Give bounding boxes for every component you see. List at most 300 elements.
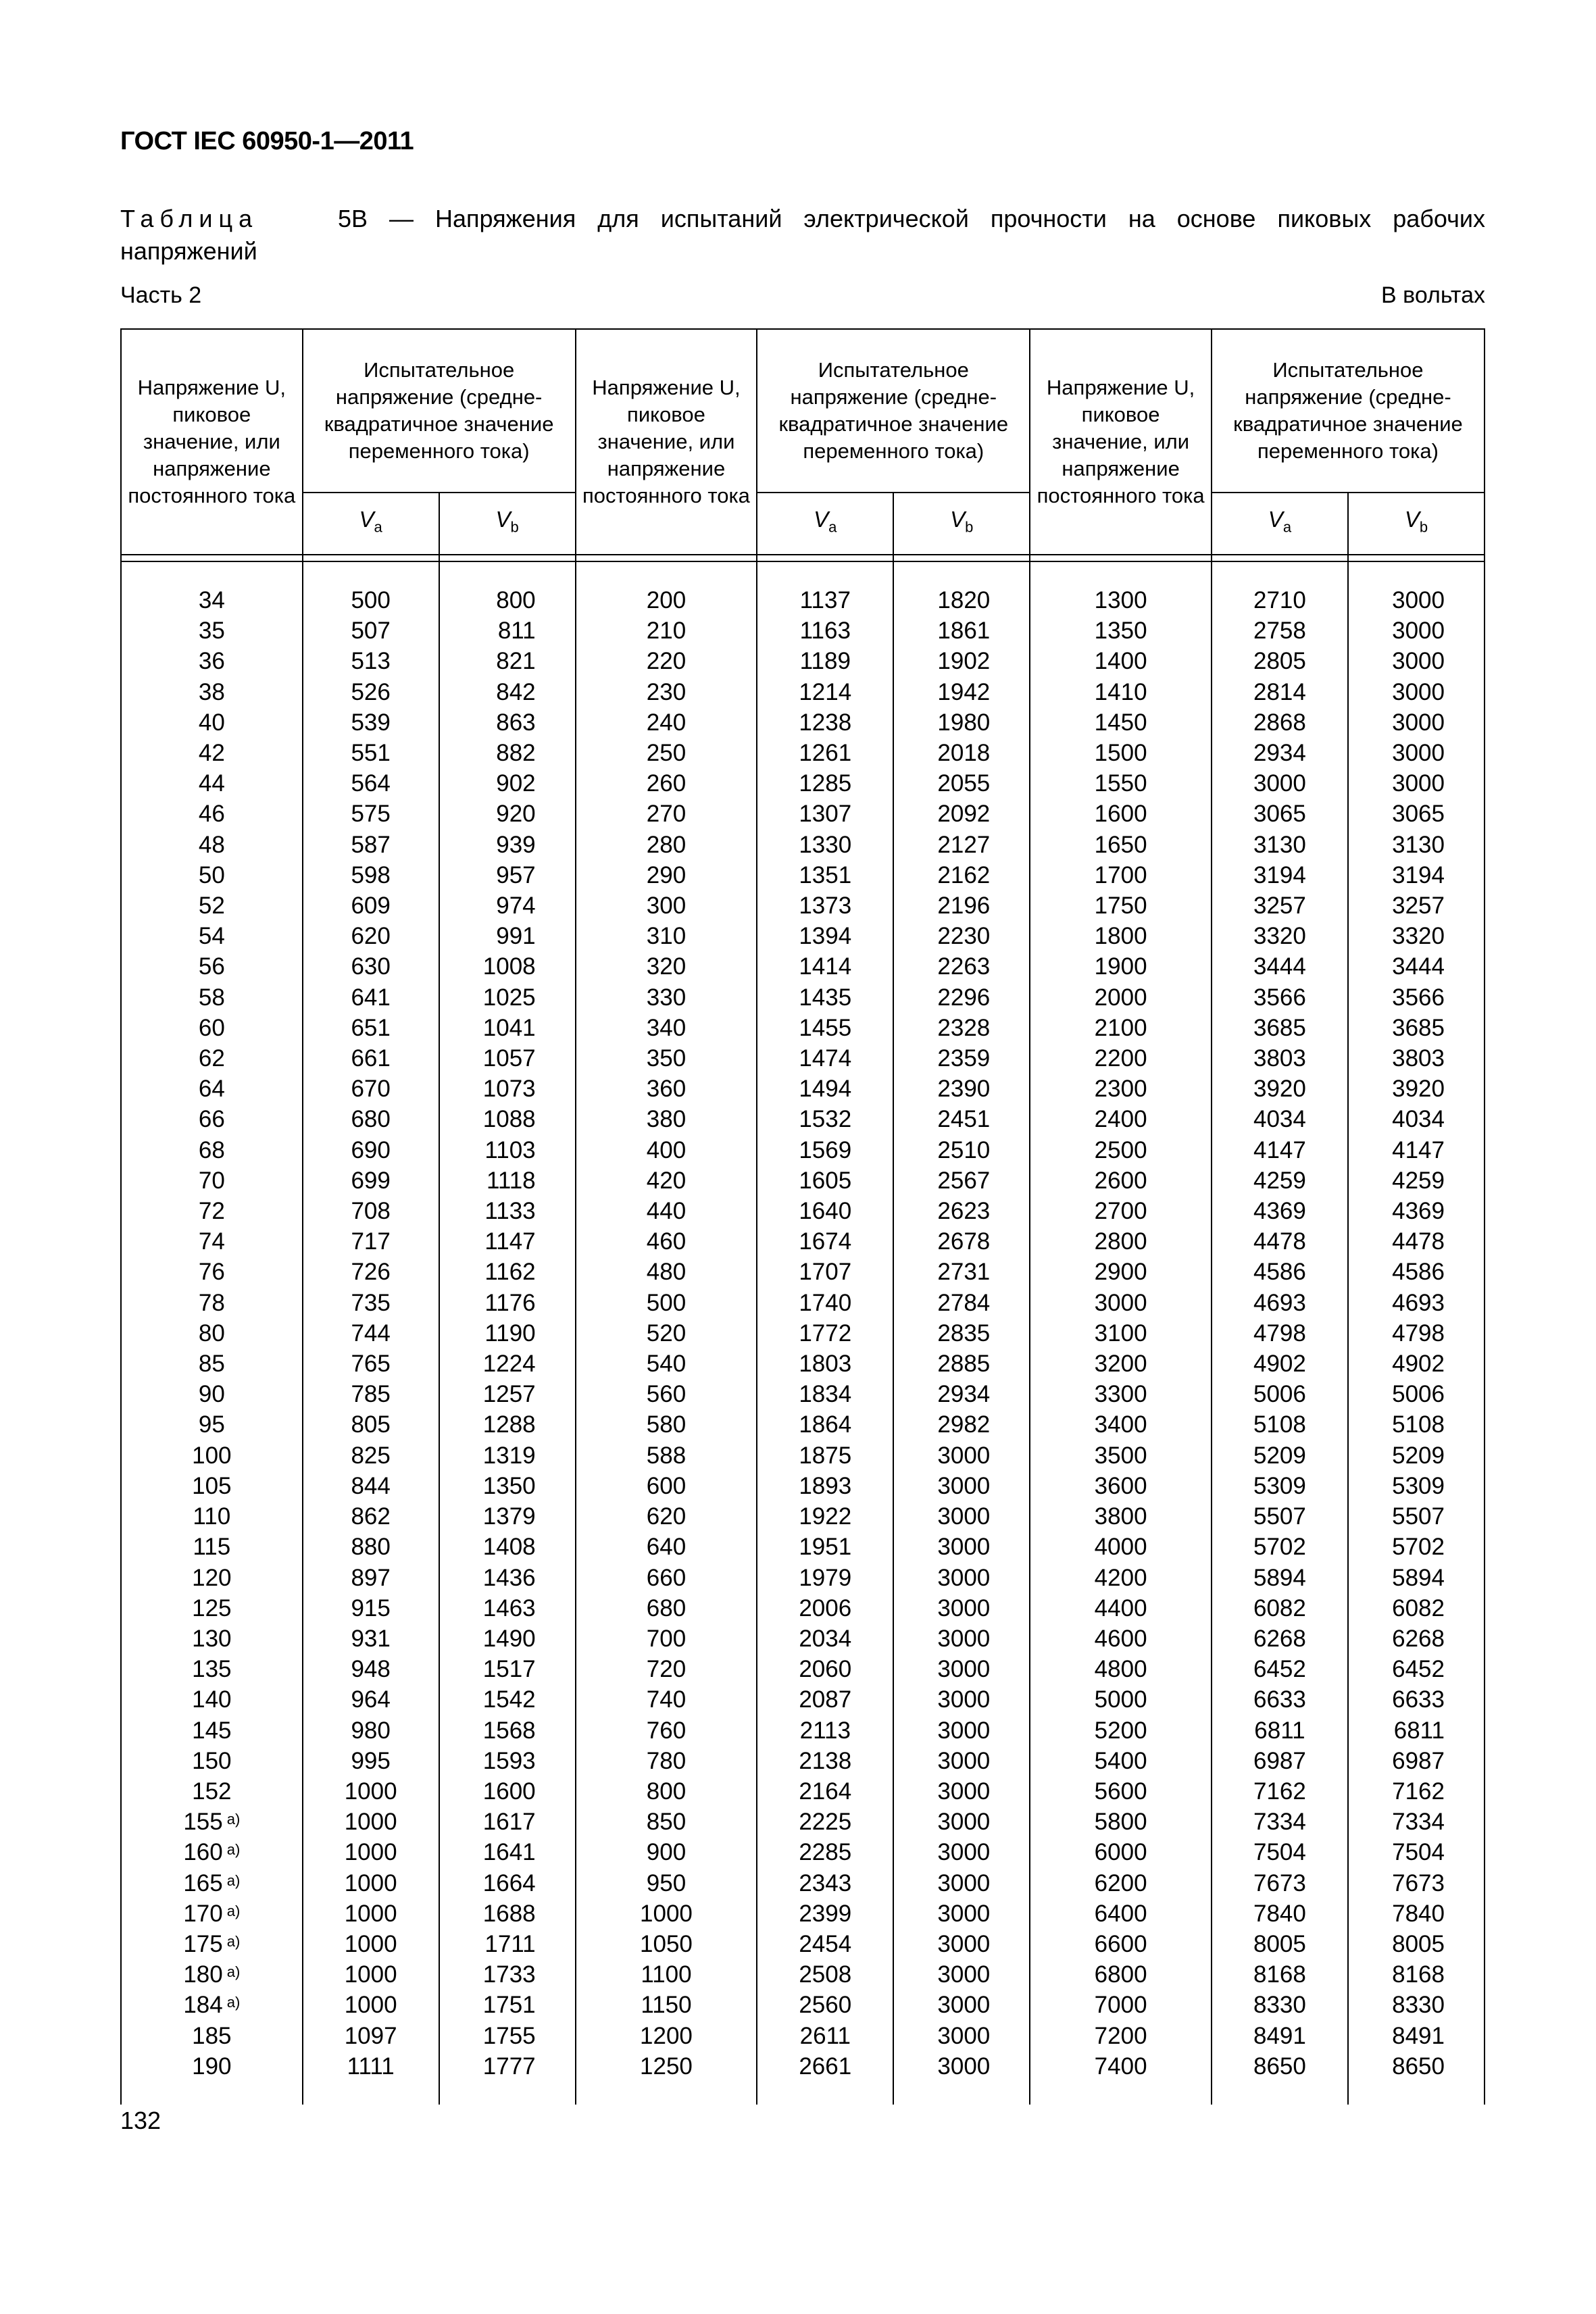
table-cell: 1025 xyxy=(439,982,576,1013)
table-cell: 6268 xyxy=(1212,1624,1348,1654)
table-cell: 2700 xyxy=(1030,1196,1212,1226)
table-cell: 2100 xyxy=(1030,1013,1212,1043)
table-cell: 220 xyxy=(576,646,757,676)
table-cell: 1414 xyxy=(757,951,893,982)
table-cell: 1650 xyxy=(1030,830,1212,860)
table-cell: 6000 xyxy=(1030,1837,1212,1867)
table-cell: 1542 xyxy=(439,1684,576,1715)
table-cell: 2092 xyxy=(893,799,1030,829)
table-cell: 3444 xyxy=(1348,951,1485,982)
table-cell: 320 xyxy=(576,951,757,982)
table-cell: 2731 xyxy=(893,1257,1030,1287)
table-cell: 1688 xyxy=(439,1898,576,1929)
table-cell: 190 xyxy=(121,2051,303,2082)
table-cell: 551 xyxy=(303,738,439,768)
table-cell: 5108 xyxy=(1212,1409,1348,1440)
table-cell: 200 xyxy=(576,585,757,615)
table-cell: 68 xyxy=(121,1135,303,1165)
table-cell: 350 xyxy=(576,1043,757,1074)
table-cell: 4693 xyxy=(1212,1288,1348,1318)
table-cell: 6811 xyxy=(1348,1715,1485,1746)
col-header-test-voltage-2: Испытательное напряжение (средне-квадратичное значение переменного тока) xyxy=(757,329,1030,493)
table-cell: 5209 xyxy=(1212,1440,1348,1471)
table-cell: 4586 xyxy=(1212,1257,1348,1287)
table-cell: 2508 xyxy=(757,1959,893,1990)
table-cell: 115 xyxy=(121,1532,303,1562)
table-cell: 2934 xyxy=(1212,738,1348,768)
table-cell: 3566 xyxy=(1348,982,1485,1013)
footnote-marker: a) xyxy=(226,1871,241,1889)
table-cell: 660 xyxy=(576,1563,757,1593)
table-cell: 825 xyxy=(303,1440,439,1471)
table-cell: 2678 xyxy=(893,1226,1030,1257)
table-cell: 1569 xyxy=(757,1135,893,1165)
table-row xyxy=(121,1013,1485,1043)
table-cell: 1163 xyxy=(757,615,893,646)
table-row xyxy=(121,677,1485,707)
table-cell: 1875 xyxy=(757,1440,893,1471)
table-cell: 717 xyxy=(303,1226,439,1257)
table-cell: 3320 xyxy=(1212,921,1348,951)
table-cell: 3000 xyxy=(893,1440,1030,1471)
table-cell: 3920 xyxy=(1348,1074,1485,1104)
table-cell: 78 xyxy=(121,1288,303,1318)
table-cell: 3000 xyxy=(1212,768,1348,799)
table-cell: 2758 xyxy=(1212,615,1348,646)
table-cell: 7334 xyxy=(1348,1807,1485,1837)
table-cell: 1640 xyxy=(757,1196,893,1226)
table-cell: 7162 xyxy=(1212,1776,1348,1807)
col-header-va-1: $V_a$ xyxy=(303,493,439,555)
table-cell: 3000 xyxy=(893,1654,1030,1684)
table-cell: 3000 xyxy=(1348,768,1485,799)
table-cell: 3065 xyxy=(1348,799,1485,829)
table-cell: 260 xyxy=(576,768,757,799)
table-row xyxy=(121,921,1485,951)
table-row xyxy=(121,1043,1485,1074)
table-cell: 270 xyxy=(576,799,757,829)
table-cell: 1410 xyxy=(1030,677,1212,707)
table-row xyxy=(121,799,1485,829)
table-cell: 3000 xyxy=(1348,707,1485,738)
table-cell: 3444 xyxy=(1212,951,1348,982)
table-cell: 340 xyxy=(576,1013,757,1043)
table-cell: 380 xyxy=(576,1104,757,1134)
table-row xyxy=(121,1776,1485,1807)
table-cell: 3566 xyxy=(1212,982,1348,1013)
table-cell: 1330 xyxy=(757,830,893,860)
table-cell: 4400 xyxy=(1030,1593,1212,1624)
table-cell: 6800 xyxy=(1030,1959,1212,1990)
table-cell: 842 xyxy=(439,677,576,707)
table-row xyxy=(121,1440,1485,1471)
table-cell: 1000 xyxy=(303,1990,439,2020)
table-cell: 811 xyxy=(439,615,576,646)
table-cell: 360 xyxy=(576,1074,757,1104)
table-cell: 1755 xyxy=(439,2021,576,2051)
table-cell: 1200 xyxy=(576,2021,757,2051)
table-row xyxy=(121,1715,1485,1746)
table-cell: 1162 xyxy=(439,1257,576,1287)
table-row xyxy=(121,1746,1485,1776)
table-row xyxy=(121,1654,1485,1684)
col-header-va-2: $V_a$ xyxy=(757,493,893,555)
table-cell: 1600 xyxy=(1030,799,1212,829)
table-cell: 4000 xyxy=(1030,1532,1212,1562)
table-cell: 2113 xyxy=(757,1715,893,1746)
table-cell: 2060 xyxy=(757,1654,893,1684)
table-cell: 640 xyxy=(576,1532,757,1562)
table-cell: 2400 xyxy=(1030,1104,1212,1134)
table-cell: 42 xyxy=(121,738,303,768)
table-cell: 500 xyxy=(303,585,439,615)
table-cell: 6452 xyxy=(1212,1654,1348,1684)
table-cell: 651 xyxy=(303,1013,439,1043)
table-row xyxy=(121,860,1485,890)
table-cell: 882 xyxy=(439,738,576,768)
table-cell: 1902 xyxy=(893,646,1030,676)
table-cell: 1176 xyxy=(439,1288,576,1318)
table-cell: 520 xyxy=(576,1318,757,1349)
table-cell: 165 $^{a)}$ xyxy=(121,1868,303,1898)
table-cell: 2285 xyxy=(757,1837,893,1867)
table-cell: 1942 xyxy=(893,677,1030,707)
table-cell: 280 xyxy=(576,830,757,860)
table-cell: 48 xyxy=(121,830,303,860)
table-row xyxy=(121,1135,1485,1165)
table-caption xyxy=(120,203,1485,268)
table-cell: 1008 xyxy=(439,951,576,982)
table-cell: 7840 xyxy=(1212,1898,1348,1929)
table-cell: 680 xyxy=(576,1593,757,1624)
table-cell: 980 xyxy=(303,1715,439,1746)
table-cell: 135 xyxy=(121,1654,303,1684)
table-cell: 588 xyxy=(576,1440,757,1471)
table-cell: 3000 xyxy=(1348,585,1485,615)
table-cell: 1350 xyxy=(439,1471,576,1501)
table-cell: 1408 xyxy=(439,1532,576,1562)
table-cell: 1057 xyxy=(439,1043,576,1074)
table-cell: 540 xyxy=(576,1349,757,1379)
table-cell: 1600 xyxy=(439,1776,576,1807)
table-row xyxy=(121,1257,1485,1287)
table-cell: 500 xyxy=(576,1288,757,1318)
table-cell: 1436 xyxy=(439,1563,576,1593)
table-cell: 1097 xyxy=(303,2021,439,2051)
table-cell: 300 xyxy=(576,890,757,921)
table-cell: 1373 xyxy=(757,890,893,921)
table-cell: 2230 xyxy=(893,921,1030,951)
document-header: ГОСТ IEC 60950-1—2011 xyxy=(120,127,414,155)
table-row xyxy=(121,1379,1485,1409)
table-cell: 1000 xyxy=(303,1807,439,1837)
table-cell: 3000 xyxy=(1348,738,1485,768)
table-cell: 6811 xyxy=(1212,1715,1348,1746)
table-cell: 3000 xyxy=(893,1807,1030,1837)
table-cell: 420 xyxy=(576,1165,757,1196)
table-cell: 1605 xyxy=(757,1165,893,1196)
table-cell: 95 xyxy=(121,1409,303,1440)
table-cell: 40 xyxy=(121,707,303,738)
table-cell: 630 xyxy=(303,951,439,982)
table-cell: 4586 xyxy=(1348,1257,1485,1287)
table-row xyxy=(121,1349,1485,1379)
table-cell: 740 xyxy=(576,1684,757,1715)
table-cell: 4369 xyxy=(1348,1196,1485,1226)
table-cell: 120 xyxy=(121,1563,303,1593)
table-cell: 920 xyxy=(439,799,576,829)
table-cell: 1463 xyxy=(439,1593,576,1624)
table-cell: 3685 xyxy=(1348,1013,1485,1043)
table-cell: 900 xyxy=(576,1837,757,1867)
table-cell: 5006 xyxy=(1212,1379,1348,1409)
table-cell: 6600 xyxy=(1030,1929,1212,1959)
table-row xyxy=(121,1959,1485,1990)
table-cell: 6082 xyxy=(1212,1593,1348,1624)
table-cell: 4200 xyxy=(1030,1563,1212,1593)
table-cell: 4798 xyxy=(1212,1318,1348,1349)
table-cell: 598 xyxy=(303,860,439,890)
table-cell: 1137 xyxy=(757,585,893,615)
table-cell: 575 xyxy=(303,799,439,829)
table-cell: 1000 xyxy=(303,1837,439,1867)
table-cell: 862 xyxy=(303,1501,439,1532)
table-cell: 1133 xyxy=(439,1196,576,1226)
table-cell: 2328 xyxy=(893,1013,1030,1043)
table-cell: 5702 xyxy=(1212,1532,1348,1562)
table-cell: 175 $^{a)}$ xyxy=(121,1929,303,1959)
table-cell: 6082 xyxy=(1348,1593,1485,1624)
table-cell: 600 xyxy=(576,1471,757,1501)
table-cell: 4034 xyxy=(1212,1104,1348,1134)
table-cell: 2784 xyxy=(893,1288,1030,1318)
table-cell: 2661 xyxy=(757,2051,893,2082)
table-row xyxy=(121,2021,1485,2051)
table-cell: 726 xyxy=(303,1257,439,1287)
table-cell: 744 xyxy=(303,1318,439,1349)
table-row xyxy=(121,1226,1485,1257)
table-cell: 2300 xyxy=(1030,1074,1212,1104)
table-cell: 1568 xyxy=(439,1715,576,1746)
col-header-vb-1: $V_b$ xyxy=(439,493,576,555)
table-cell: 1238 xyxy=(757,707,893,738)
table-cell: 2390 xyxy=(893,1074,1030,1104)
table-row xyxy=(121,1501,1485,1532)
table-cell: 948 xyxy=(303,1654,439,1684)
table-cell: 2343 xyxy=(757,1868,893,1898)
table-cell: 1772 xyxy=(757,1318,893,1349)
table-cell: 3000 xyxy=(893,2051,1030,2082)
table-cell: 6633 xyxy=(1212,1684,1348,1715)
table-row xyxy=(121,1807,1485,1837)
table-cell: 1979 xyxy=(757,1563,893,1593)
table-cell: 2835 xyxy=(893,1318,1030,1349)
table-cell: 3000 xyxy=(893,1746,1030,1776)
table-cell: 1350 xyxy=(1030,615,1212,646)
table-cell: 3000 xyxy=(893,1501,1030,1532)
table-cell: 4147 xyxy=(1348,1135,1485,1165)
col-header-test-voltage-3: Испытательное напряжение (средне-квадратичное значение переменного тока) xyxy=(1212,329,1485,493)
table-cell: 4800 xyxy=(1030,1654,1212,1684)
table-cell: 3320 xyxy=(1348,921,1485,951)
table-cell: 1250 xyxy=(576,2051,757,2082)
table-cell: 1111 xyxy=(303,2051,439,2082)
table-cell: 90 xyxy=(121,1379,303,1409)
col-header-voltage-3: Напряжение U, пиковое значение, или напряжение постоянного тока xyxy=(1030,329,1212,555)
table-cell: 2200 xyxy=(1030,1043,1212,1074)
table-row xyxy=(121,1898,1485,1929)
table-cell: 6452 xyxy=(1348,1654,1485,1684)
table-cell: 125 xyxy=(121,1593,303,1624)
table-cell: 1864 xyxy=(757,1409,893,1440)
table-cell: 3130 xyxy=(1348,830,1485,860)
table-cell: 3000 xyxy=(893,1898,1030,1929)
table-cell: 3257 xyxy=(1212,890,1348,921)
table-cell: 1922 xyxy=(757,1501,893,1532)
table-cell: 3000 xyxy=(1348,677,1485,707)
table-cell: 1319 xyxy=(439,1440,576,1471)
table-cell: 105 xyxy=(121,1471,303,1501)
table-cell: 3100 xyxy=(1030,1318,1212,1349)
table-cell: 1664 xyxy=(439,1868,576,1898)
table-cell: 641 xyxy=(303,982,439,1013)
table-cell: 3000 xyxy=(893,1776,1030,1807)
table-cell: 85 xyxy=(121,1349,303,1379)
table-row xyxy=(121,646,1485,676)
table-cell: 1532 xyxy=(757,1104,893,1134)
table-row xyxy=(121,2051,1485,2082)
table-cell: 70 xyxy=(121,1165,303,1196)
footnote-marker: a) xyxy=(226,1841,241,1859)
table-cell: 620 xyxy=(576,1501,757,1532)
table-cell: 2359 xyxy=(893,1043,1030,1074)
table-cell: 1951 xyxy=(757,1532,893,1562)
table-row xyxy=(121,1471,1485,1501)
table-cell: 2018 xyxy=(893,738,1030,768)
table-cell: 62 xyxy=(121,1043,303,1074)
table-cell: 3600 xyxy=(1030,1471,1212,1501)
table-cell: 2451 xyxy=(893,1104,1030,1134)
table-cell: 60 xyxy=(121,1013,303,1043)
table-cell: 2399 xyxy=(757,1898,893,1929)
table-cell: 4478 xyxy=(1212,1226,1348,1257)
table-cell: 1073 xyxy=(439,1074,576,1104)
table-cell: 5006 xyxy=(1348,1379,1485,1409)
footnote-marker: a) xyxy=(226,1963,241,1981)
table-cell: 2164 xyxy=(757,1776,893,1807)
footnote-marker: a) xyxy=(226,1902,241,1919)
table-row xyxy=(121,1868,1485,1898)
footnote-marker: a) xyxy=(226,1932,241,1950)
table-cell: 152 xyxy=(121,1776,303,1807)
table-cell: 1490 xyxy=(439,1624,576,1654)
part-row xyxy=(120,282,1485,309)
table-row xyxy=(121,1532,1485,1562)
table-cell: 1707 xyxy=(757,1257,893,1287)
table-cell: 6987 xyxy=(1212,1746,1348,1776)
table-row xyxy=(121,768,1485,799)
table-cell: 2454 xyxy=(757,1929,893,1959)
units-label: В вольтах xyxy=(1381,282,1485,308)
table-cell: 4478 xyxy=(1348,1226,1485,1257)
table-cell: 1147 xyxy=(439,1226,576,1257)
table-row xyxy=(121,951,1485,982)
table-row xyxy=(121,890,1485,921)
table-cell: 957 xyxy=(439,860,576,890)
table-cell: 690 xyxy=(303,1135,439,1165)
table-row xyxy=(121,830,1485,860)
table-cell: 2162 xyxy=(893,860,1030,890)
table-cell: 50 xyxy=(121,860,303,890)
table-cell: 1751 xyxy=(439,1990,576,2020)
col-header-voltage-1: Напряжение U, пиковое значение, или напряжение постоянного тока xyxy=(121,329,303,555)
table-cell: 2087 xyxy=(757,1684,893,1715)
table-cell: 699 xyxy=(303,1165,439,1196)
table-cell: 680 xyxy=(303,1104,439,1134)
table-cell: 7504 xyxy=(1212,1837,1348,1867)
table-cell: 915 xyxy=(303,1593,439,1624)
table-cell: 1777 xyxy=(439,2051,576,2082)
table-cell: 974 xyxy=(439,890,576,921)
table-cell: 4259 xyxy=(1348,1165,1485,1196)
table-cell: 46 xyxy=(121,799,303,829)
col-header-voltage-2: Напряжение U, пиковое значение, или напряжение постоянного тока xyxy=(576,329,757,555)
table-row xyxy=(121,1409,1485,1440)
table-cell: 3257 xyxy=(1348,890,1485,921)
table-cell: 6400 xyxy=(1030,1898,1212,1929)
table-cell: 2034 xyxy=(757,1624,893,1654)
table-cell: 1517 xyxy=(439,1654,576,1684)
table-cell: 1224 xyxy=(439,1349,576,1379)
table-cell: 2510 xyxy=(893,1135,1030,1165)
table-cell: 2934 xyxy=(893,1379,1030,1409)
table-cell: 4902 xyxy=(1212,1349,1348,1379)
table-cell: 5507 xyxy=(1348,1501,1485,1532)
table-cell: 2000 xyxy=(1030,982,1212,1013)
table-cell: 3803 xyxy=(1348,1043,1485,1074)
table-cell: 1800 xyxy=(1030,921,1212,951)
table-row xyxy=(121,738,1485,768)
table-cell: 1593 xyxy=(439,1746,576,1776)
table-cell: 2710 xyxy=(1212,585,1348,615)
table-cell: 1450 xyxy=(1030,707,1212,738)
table-cell: 3000 xyxy=(893,1959,1030,1990)
table-cell: 1285 xyxy=(757,768,893,799)
caption-title-line2: напряжений xyxy=(120,237,257,265)
table-cell: 74 xyxy=(121,1226,303,1257)
table-cell: 950 xyxy=(576,1868,757,1898)
col-header-vb-2: $V_b$ xyxy=(893,493,1030,555)
table-cell: 939 xyxy=(439,830,576,860)
table-cell: 6268 xyxy=(1348,1624,1485,1654)
table-cell: 5200 xyxy=(1030,1715,1212,1746)
caption-title-line1: 5B — Напряжения для испытаний электрической прочности на основе пиковых рабочих xyxy=(337,205,1485,232)
table-cell: 1000 xyxy=(303,1868,439,1898)
table-cell: 1893 xyxy=(757,1471,893,1501)
table-cell: 2500 xyxy=(1030,1135,1212,1165)
table-cell: 5800 xyxy=(1030,1807,1212,1837)
table-cell: 708 xyxy=(303,1196,439,1226)
table-cell: 661 xyxy=(303,1043,439,1074)
table-cell: 4369 xyxy=(1212,1196,1348,1226)
table-cell: 1257 xyxy=(439,1379,576,1409)
table-cell: 2263 xyxy=(893,951,1030,982)
table-cell: 155 $^{a)}$ xyxy=(121,1807,303,1837)
table-cell: 1041 xyxy=(439,1013,576,1043)
table-cell: 3800 xyxy=(1030,1501,1212,1532)
table-cell: 1288 xyxy=(439,1409,576,1440)
table-cell: 3000 xyxy=(1030,1288,1212,1318)
